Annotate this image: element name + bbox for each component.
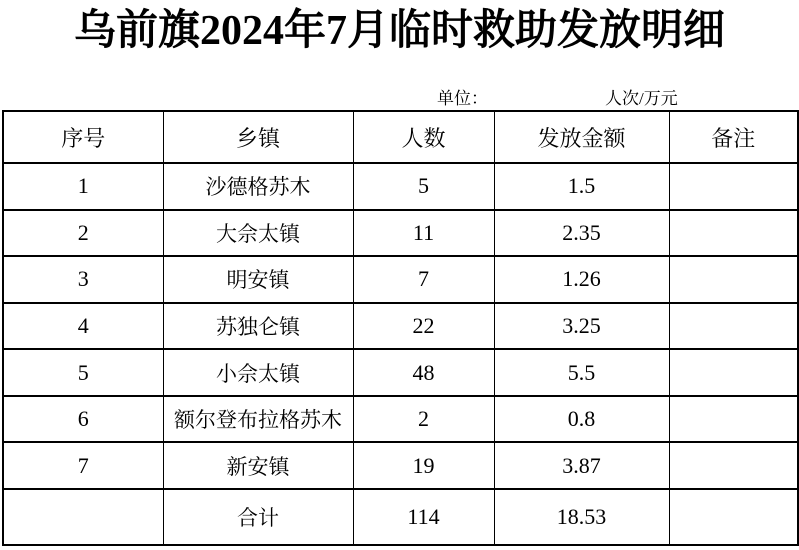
cell-amount: 1.26 (494, 256, 669, 303)
header-cell-remarks: 备注 (669, 111, 798, 163)
table-row (3, 256, 798, 303)
cell-people: 7 (353, 256, 494, 303)
header-cell-people: 人数 (353, 111, 494, 163)
cell-township: 大佘太镇 (163, 210, 353, 257)
cell-amount: 2.35 (494, 210, 669, 257)
header-cell-township: 乡镇 (163, 111, 353, 163)
cell-remarks (669, 303, 798, 350)
page-title: 乌前旗2024年7月临时救助发放明细 (73, 8, 725, 54)
cell-people: 5 (353, 163, 494, 210)
table-row (3, 303, 798, 350)
cell-index: 4 (3, 303, 163, 350)
cell-amount: 5.5 (494, 349, 669, 396)
cell-remarks (669, 349, 798, 396)
header-row (3, 111, 798, 163)
cell-index: 5 (3, 349, 163, 396)
cell-people: 2 (353, 396, 494, 443)
table-row (3, 442, 798, 489)
cell-people: 11 (353, 210, 494, 257)
cell-township: 苏独仑镇 (163, 303, 353, 350)
table-row (3, 210, 798, 257)
cell-remarks (669, 210, 798, 257)
cell-amount: 1.5 (494, 163, 669, 210)
table-row (3, 396, 798, 443)
cell-township: 额尔登布拉格苏木 (163, 396, 353, 443)
cell-township: 新安镇 (163, 442, 353, 489)
cell-remarks (669, 396, 798, 443)
cell-township: 沙德格苏木 (163, 163, 353, 210)
unit-label: 单位： (437, 89, 488, 108)
total-cell-remarks (669, 489, 798, 545)
total-row (3, 489, 798, 545)
cell-amount: 0.8 (494, 396, 669, 443)
cell-index: 3 (3, 256, 163, 303)
total-cell-township: 合计 (163, 489, 353, 545)
cell-amount: 3.87 (494, 442, 669, 489)
cell-remarks (669, 442, 798, 489)
header-cell-amount: 发放金额 (494, 111, 669, 163)
unit-row (0, 82, 799, 108)
total-cell-index (3, 489, 163, 545)
header-cell-index: 序号 (3, 111, 163, 163)
table-row (3, 163, 798, 210)
cell-people: 48 (353, 349, 494, 396)
cell-township: 小佘太镇 (163, 349, 353, 396)
cell-index: 6 (3, 396, 163, 443)
total-cell-amount: 18.53 (494, 489, 669, 545)
table-body (3, 163, 798, 545)
cell-index: 1 (3, 163, 163, 210)
cell-people: 19 (353, 442, 494, 489)
cell-remarks (669, 163, 798, 210)
unit-value: 人次/万元 (605, 89, 678, 108)
total-cell-people: 114 (353, 489, 494, 545)
cell-amount: 3.25 (494, 303, 669, 350)
cell-index: 2 (3, 210, 163, 257)
cell-remarks (669, 256, 798, 303)
cell-index: 7 (3, 442, 163, 489)
cell-people: 22 (353, 303, 494, 350)
cell-township: 明安镇 (163, 256, 353, 303)
assistance-table (2, 110, 799, 546)
table-row (3, 349, 798, 396)
